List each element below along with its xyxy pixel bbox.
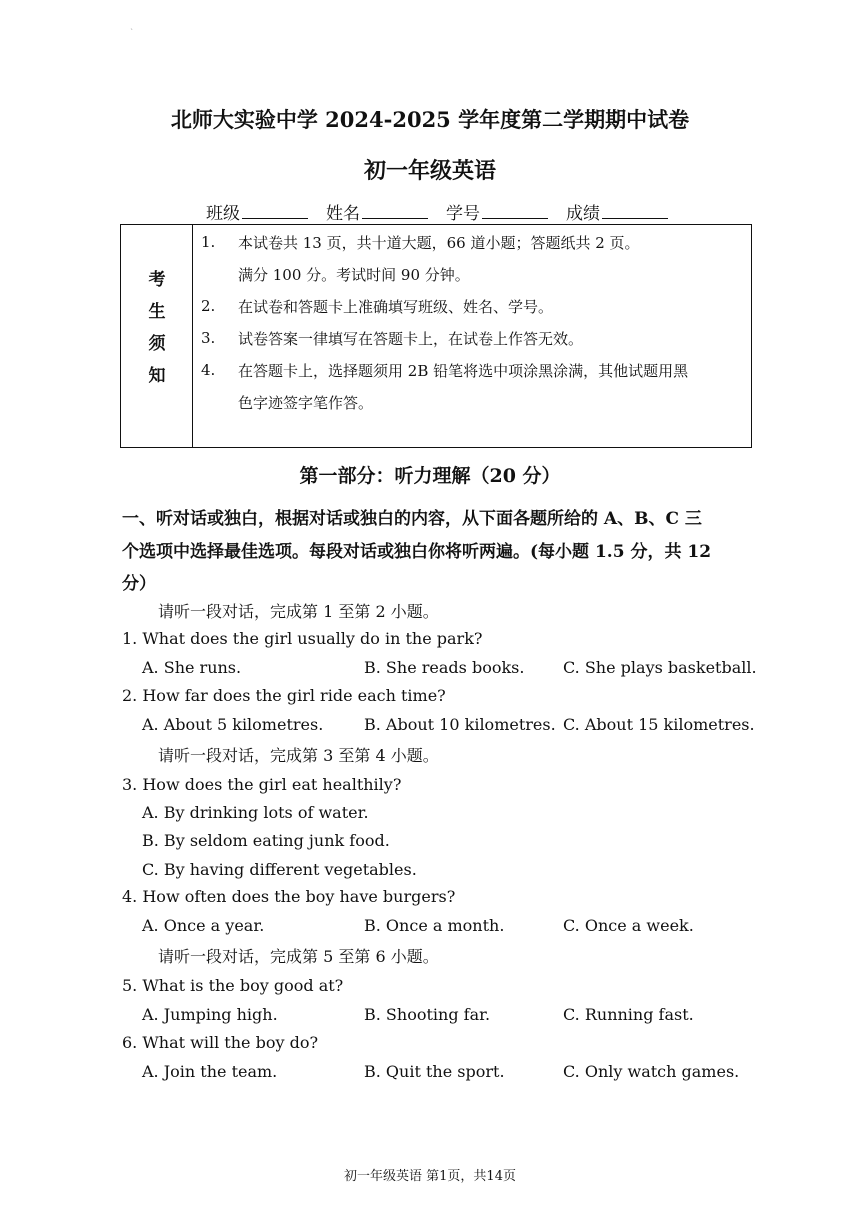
notice-label-column [121, 225, 193, 447]
notice-line: 在答题卡上，选择题须用 2B 铅笔将选中项涂黑涂满，其他试题用黑 [238, 362, 689, 380]
option-a[interactable]: A. By drinking lots of water. [142, 803, 369, 822]
student-id-field[interactable] [446, 199, 548, 224]
notice-item-number: 2. [201, 297, 216, 315]
option-c[interactable]: C. She plays basketball. [563, 658, 757, 677]
question-stem: 5. What is the boy good at? [122, 976, 344, 995]
student-id-blank[interactable] [482, 202, 548, 219]
instruction-line: 一、听对话或独白，根据对话或独白的内容，从下面各题所给的 A、B、C 三 [122, 509, 702, 529]
notice-item-number: 4. [201, 361, 216, 379]
exam-subtitle: 初一年级英语 [363, 158, 496, 184]
option-c[interactable]: C. By having different vegetables. [142, 860, 417, 879]
notice-line: 满分 100 分。考试时间 90 分钟。 [238, 266, 470, 284]
option-b[interactable]: B. About 10 kilometres. [364, 715, 556, 734]
notice-item-number: 3. [201, 329, 216, 347]
dialog-note: 请听一段对话，完成第 1 至第 2 小题。 [158, 602, 439, 621]
corner-mark: ` [130, 28, 134, 37]
score-field[interactable] [566, 199, 668, 224]
option-c[interactable]: C. Once a week. [563, 916, 694, 935]
student-info-line [206, 199, 682, 224]
dialog-note: 请听一段对话，完成第 5 至第 6 小题。 [158, 947, 439, 966]
option-a[interactable]: A. She runs. [142, 658, 242, 677]
score-label: 成绩 [566, 204, 600, 224]
exam-notice-box [120, 224, 752, 448]
notice-label-char: 考 [148, 270, 166, 290]
question-stem: 4. How often does the boy have burgers? [122, 887, 456, 906]
notice-label-char: 知 [148, 366, 166, 386]
notice-line: 本试卷共 13 页，共十道大题，66 道小题；答题纸共 2 页。 [238, 234, 640, 252]
question-stem: 1. What does the girl usually do in the park? [122, 629, 483, 648]
student-id-label: 学号 [446, 204, 480, 224]
name-field[interactable] [326, 199, 428, 224]
question-stem: 6. What will the boy do? [122, 1033, 319, 1052]
part-one-heading: 第一部分：听力理解（20 分） [299, 465, 561, 487]
notice-item-text [238, 291, 743, 323]
option-b[interactable]: B. She reads books. [364, 658, 525, 677]
instruction-line: 分） [122, 574, 156, 594]
option-b[interactable]: B. By seldom eating junk food. [142, 831, 390, 850]
notice-line: 在试卷和答题卡上准确填写班级、姓名、学号。 [238, 298, 554, 316]
option-b[interactable]: B. Once a month. [364, 916, 505, 935]
option-a[interactable]: A. About 5 kilometres. [142, 715, 324, 734]
option-a[interactable]: A. Jumping high. [142, 1005, 278, 1024]
notice-label-char: 须 [148, 334, 166, 354]
class-blank[interactable] [242, 202, 308, 219]
notice-line: 色字迹签字笔作答。 [238, 394, 374, 412]
question-stem: 2. How far does the girl ride each time? [122, 686, 446, 705]
option-b[interactable]: B. Shooting far. [364, 1005, 491, 1024]
name-label: 姓名 [326, 204, 360, 224]
page-footer: 初一年级英语 第1页，共14页 [344, 1169, 516, 1184]
notice-label-char: 生 [148, 302, 166, 322]
dialog-note: 请听一段对话，完成第 3 至第 4 小题。 [158, 746, 439, 765]
notice-item-text [238, 355, 743, 419]
option-b[interactable]: B. Quit the sport. [364, 1062, 505, 1081]
option-c[interactable]: C. About 15 kilometres. [563, 715, 755, 734]
class-label: 班级 [206, 204, 240, 224]
name-blank[interactable] [362, 202, 428, 219]
notice-item-text [238, 323, 743, 355]
notice-item-number: 1. [201, 233, 216, 251]
option-a[interactable]: A. Join the team. [142, 1062, 278, 1081]
option-c[interactable]: C. Only watch games. [563, 1062, 740, 1081]
option-c[interactable]: C. Running fast. [563, 1005, 694, 1024]
score-blank[interactable] [602, 202, 668, 219]
class-field[interactable] [206, 199, 308, 224]
notice-line: 试卷答案一律填写在答题卡上，在试卷上作答无效。 [238, 330, 584, 348]
notice-item-text [238, 227, 743, 291]
question-stem: 3. How does the girl eat healthily? [122, 775, 402, 794]
instruction-line: 个选项中选择最佳选项。每段对话或独白你将听两遍。(每小题 1.5 分，共 12 [122, 542, 712, 562]
exam-title: 北师大实验中学 2024-2025 学年度第二学期期中试卷 [170, 107, 690, 132]
option-a[interactable]: A. Once a year. [142, 916, 265, 935]
